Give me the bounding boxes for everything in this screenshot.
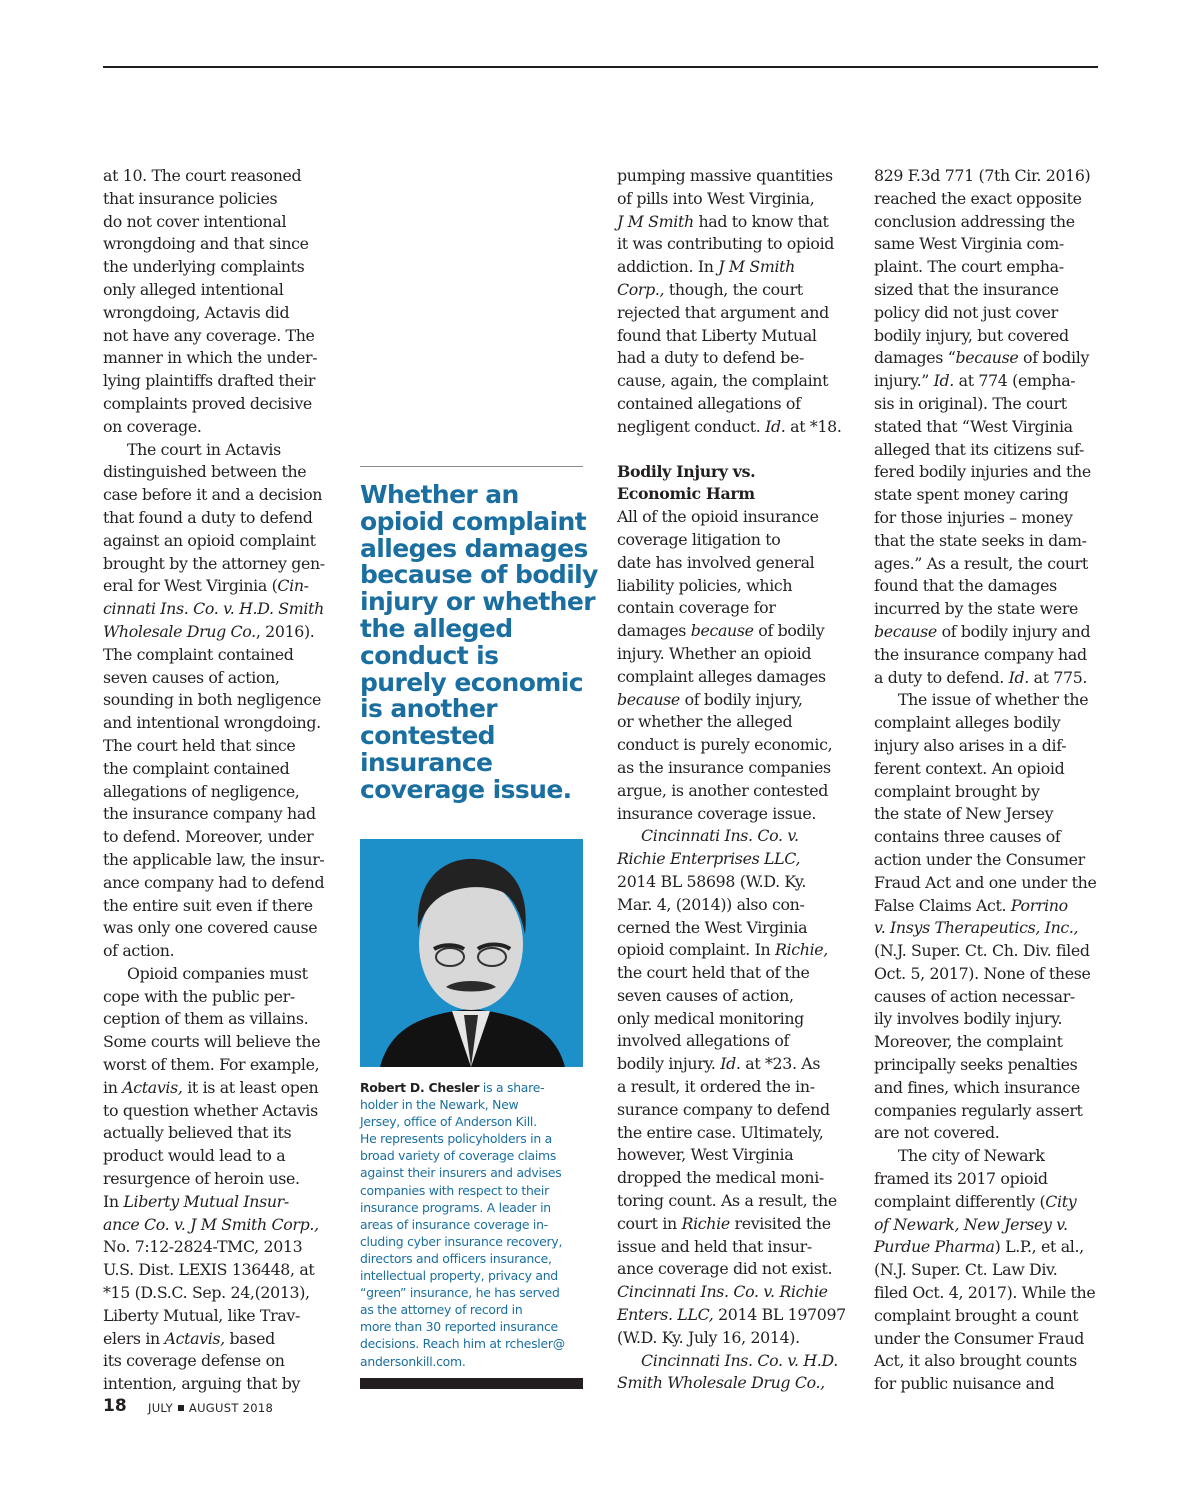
column-4	[874, 165, 1104, 1396]
issue-month: JULY	[148, 1401, 173, 1415]
author-bio: Robert D. Chesler is a share- holder in the Newark, New Jersey, office of Anderson Kill. He represents policyholders in a broad variety of coverage claims against their insurers and advises companies with respect to their insurance programs. A leader in areas of insurance coverage in- cluding cyber insurance recovery, directors and officers insurance, intellectual property, privacy and “green” insurance, he has served as the attorney of record in more than 30 reported insurance decisions. Reach him at rchesler@ andersonkill.com.	[360, 1080, 565, 1369]
column-3	[617, 165, 847, 1395]
column-1	[103, 165, 328, 1396]
top-rule	[103, 66, 1098, 68]
pull-quote: Whether an opioid complaint alleges damages because of bodily injury or whether the alleged conduct is purely economic is another contested insurance coverage issue.	[360, 480, 598, 804]
paragraph: The court in Actavis distinguished between the case before it and a decision that found a duty to defend against an opioid complaint brought by the attorney gen- eral for West Virginia (Cin- cinnati Ins. Co. v. H.D. Smith Wholesale Drug Co., 2016). The complaint contained seven causes of action, sounding in both negligence and intentional wrongdoing. The court held that since the complaint contained allegations of negligence, the insurance company had to defend. Moreover, under the applicable law, the insur- ance company had to defend the entire suit even if there was only one covered cause of action.	[103, 439, 325, 961]
paragraph: pumping massive quantities of pills into West Virginia, J M Smith had to know that it was contributing to opioid addiction. In J M Smith Corp., though, the court rejected that argument and found that Liberty Mutual had a duty to defend be- cause, again, the complaint contained allegations of negligent conduct. Id. at *18.	[617, 166, 842, 436]
paragraph: The city of Newark framed its 2017 opioid complaint differently (City of Newark, New Jersey v. Purdue Pharma) L.P., et al., (N.J. Super. Ct. Law Div. filed Oct. 4, 2017). While the complaint brought a count under the Consumer Fraud Act, it also brought counts for public nuisance and	[874, 1146, 1096, 1394]
paragraph: 829 F.3d 771 (7th Cir. 2016) reached the exact opposite conclusion addressing the same West Virginia com- plaint. The court empha- sized that the insurance policy did not just cover bodily injury, but covered damages “because of bodily injury.” Id. at 774 (empha- sis in original). The court stated that “West Virginia alleged that its citizens suf- fered bodily injuries and the state spent money caring for those injuries – money that the state seeks in dam- ages.” As a result, the court found that the damages incurred by the state were because of bodily injury and the insurance company had a duty to defend. Id. at 775.	[874, 166, 1091, 687]
issue-rest: AUGUST 2018	[188, 1401, 274, 1415]
separator-square-icon	[178, 1405, 184, 1411]
bio-end-bar	[360, 1378, 583, 1389]
section-heading: Bodily Injury vs. Economic Harm	[617, 461, 756, 504]
pull-quote-rule	[360, 466, 583, 467]
paragraph: at 10. The court reasoned that insurance policies do not cover intentional wrongdoing and that since the underlying complaints only alleged intentional wrongdoing, Actavis did not have any coverage. The manner in which the under- lying plaintiffs drafted their complaints proved decisive on coverage.	[103, 166, 318, 436]
paragraph: All of the opioid insurance coverage litigation to date has involved general liability policies, which contain coverage for damages because of bodily injury. Whether an opioid complaint alleges damages because of bodily injury, or whether the alleged conduct is purely economic, as the insurance companies argue, is another contested insurance coverage issue.	[617, 507, 833, 823]
paragraph: Opioid companies must cope with the public per- ception of them as villains. Some courts will believe the worst of them. For example, in Actavis, it is at least open to question whether Actavis actually believed that its product would lead to a resurgence of heroin use. In Liberty Mutual Insur- ance Co. v. J M Smith Corp., No. 7:12-2824-TMC, 2013 U.S. Dist. LEXIS 136448, at *15 (D.S.C. Sep. 24,(2013), Liberty Mutual, like Trav- elers in Actavis, based its coverage defense on intention, arguing that by	[103, 963, 321, 1394]
paragraph: Cincinnati Ins. Co. v. H.D. Smith Wholesale Drug Co.,	[617, 1350, 838, 1393]
author-portrait-icon	[360, 839, 583, 1067]
issue-date	[148, 1401, 273, 1415]
paragraph: The issue of whether the complaint alleges bodily injury also arises in a dif- ferent context. An opioid complaint brought by the state of New Jersey contains three causes of action under the Consumer Fraud Act and one under the False Claims Act. Porrino v. Insys Therapeutics, Inc., (N.J. Super. Ct. Ch. Div. filed Oct. 5, 2017). None of these causes of action necessar- ily involves bodily injury. Moreover, the complaint principally seeks penalties and fines, which insurance companies regularly assert are not covered.	[874, 690, 1097, 1143]
paragraph: Cincinnati Ins. Co. v. Richie Enterprises LLC, 2014 BL 58698 (W.D. Ky. Mar. 4, (2014)) also con- cerned the West Virginia opioid complaint. In Richie, the court held that of the seven causes of action, only medical monitoring involved allegations of bodily injury. Id. at *23. As a result, it ordered the in- surance company to defend the entire case. Ultimately, however, West Virginia dropped the medical moni- toring count. As a result, the court in Richie revisited the issue and held that insur- ance coverage did not exist. Cincinnati Ins. Co. v. Richie Enters. LLC, 2014 BL 197097 (W.D. Ky. July 16, 2014).	[617, 826, 846, 1347]
author-photo	[360, 839, 583, 1067]
page-number: 18	[103, 1396, 127, 1416]
